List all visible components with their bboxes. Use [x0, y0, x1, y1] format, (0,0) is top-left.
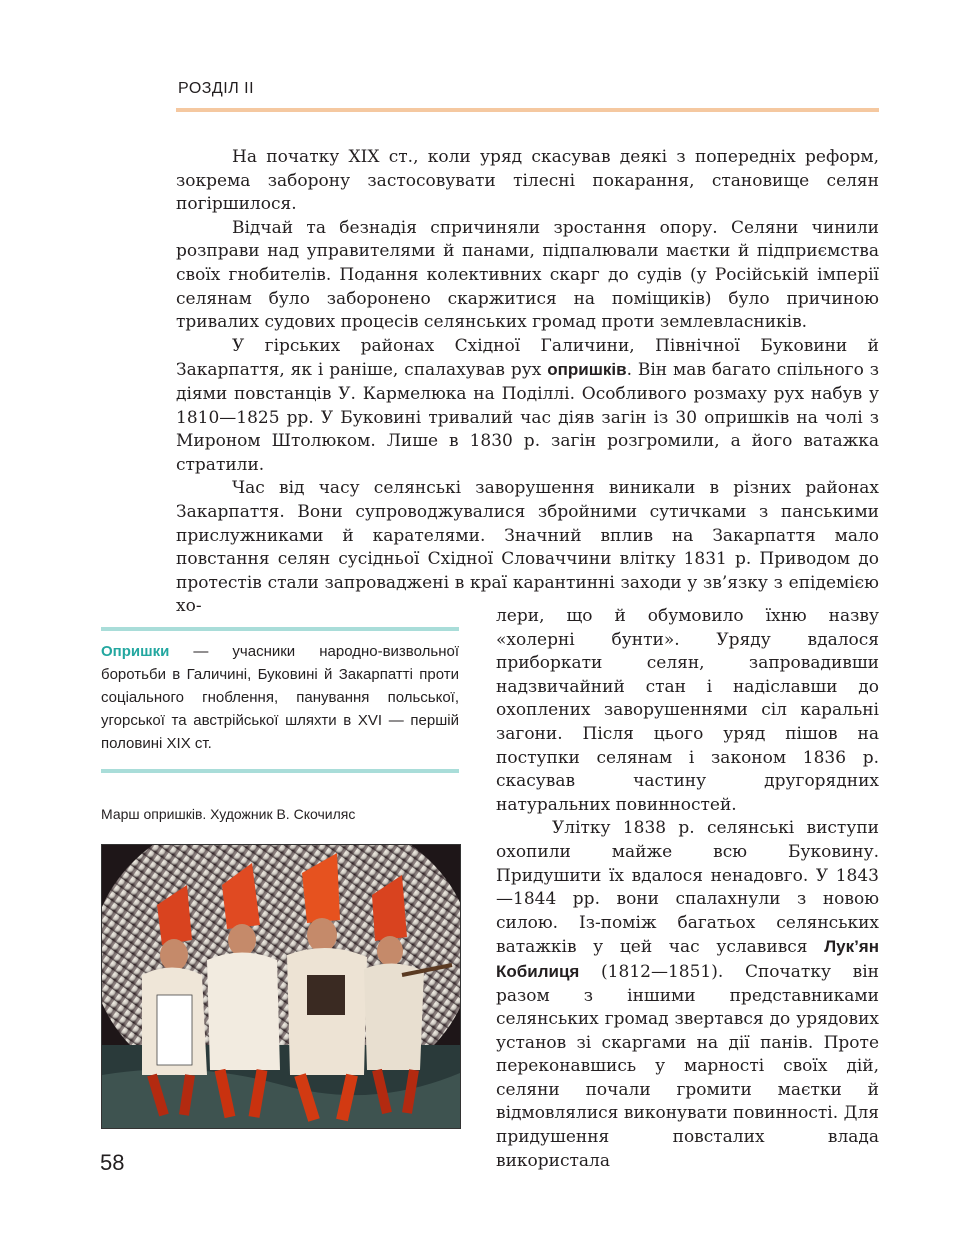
definition-term: Опришки [101, 643, 170, 660]
term-opryshky: опришків [547, 360, 627, 380]
paragraph-4-continued: лери, що й обумовило їхню назву «холерні бунти». Уряду вдалося приборкати селян, запровадивши надзвичайний стан і надіславши до охоплених заворушеннями сіл каральні загони. Після цього уряд пішов на поступки селянам і законом 1836 р. скасував частину другорядних натуральних повинностей. [496, 606, 879, 815]
page-number: 58 [100, 1150, 125, 1175]
image-caption: Марш опришків. Художник В. Скочиляс [101, 806, 356, 822]
paragraph-5-a: Улітку 1838 р. селянські виступи охопили майже всю Буковину. Придушити їх вдалося ненадовго. У 1843—1844 рр. вони спалахнули з новою силою. Із-поміж багатьох селянських ватажків у цей час уславився [496, 818, 879, 958]
paragraph-3 [176, 335, 879, 478]
paragraph-5 [496, 817, 879, 1173]
paragraph-1: На початку ХІХ ст., коли уряд скасував деякі з попередніх реформ, зокрема заборону застосовувати тілесні покарання, становище селян погіршилося. [176, 147, 879, 215]
definition-box [101, 627, 459, 773]
section-header: РОЗДІЛ II [178, 80, 255, 97]
name-kobylytsia: Лук’ян Кобилиця [496, 937, 879, 981]
paragraph-2: Відчай та безнадія спричиняли зростання опору. Селяни чинили розправи над управителями й панами, підпалювали маєтки й підприємства своїх гнобителів. Подання колективних скарг до судів (у Російській імперії селянам було заборонено скаржитися на поміщиків) було причиною тривалих судових процесів селянських громад проти землевласників. [176, 217, 879, 333]
paragraph-3-a: У гірських районах Східної Галичини, Північної Буковини й Закарпаття, як і раніше, спалахував рух [176, 335, 879, 381]
paragraph-4: Час від часу селянські заворушення виникали в різних районах Закарпаття. Вони супроводжувалися збройними сутичками з панськими прислужниками й карателями. Значний вплив на Закарпаття мало повстання селян сусідньої Східної Словаччини влітку 1831 р. Приводом до протестів стали запроваджені в краї карантинні заходи у зв’язку з епідемією хо- [176, 478, 879, 617]
main-text-column [176, 146, 879, 619]
header-rule [176, 108, 879, 112]
definition-text: — учасники народно-визвольної боротьби в Галичині, Буковині й Закарпатті проти соціального гноблення, панування польської, угорської та австрійської шляхти в XVI — першій половині ХІХ ст. [101, 643, 459, 752]
painting-image [101, 844, 461, 1129]
paragraph-5-b: (1812—1851). Спочатку він разом з іншими представниками селянських громад звертався до урядових установ зі скаргами на дії панів. Проте переконавшись у марності своїх дій, селяни почали громити маєтки й відмовлялися виконувати повинності. Для придушення повсталих влада використала [496, 961, 879, 1171]
right-text-column [496, 605, 879, 1173]
paragraph-3-b: . Він мав багато спільного з діями повстанців У. Кармелюка на Поділлі. Особливого розмаху рух набув у 1810—1825 рр. У Буковині тривалий час діяв загін із 30 опришків на чолі з Мироном Штолюком. Лише в 1830 р. загін розгромили, а його ватажка стратили. [176, 360, 879, 475]
